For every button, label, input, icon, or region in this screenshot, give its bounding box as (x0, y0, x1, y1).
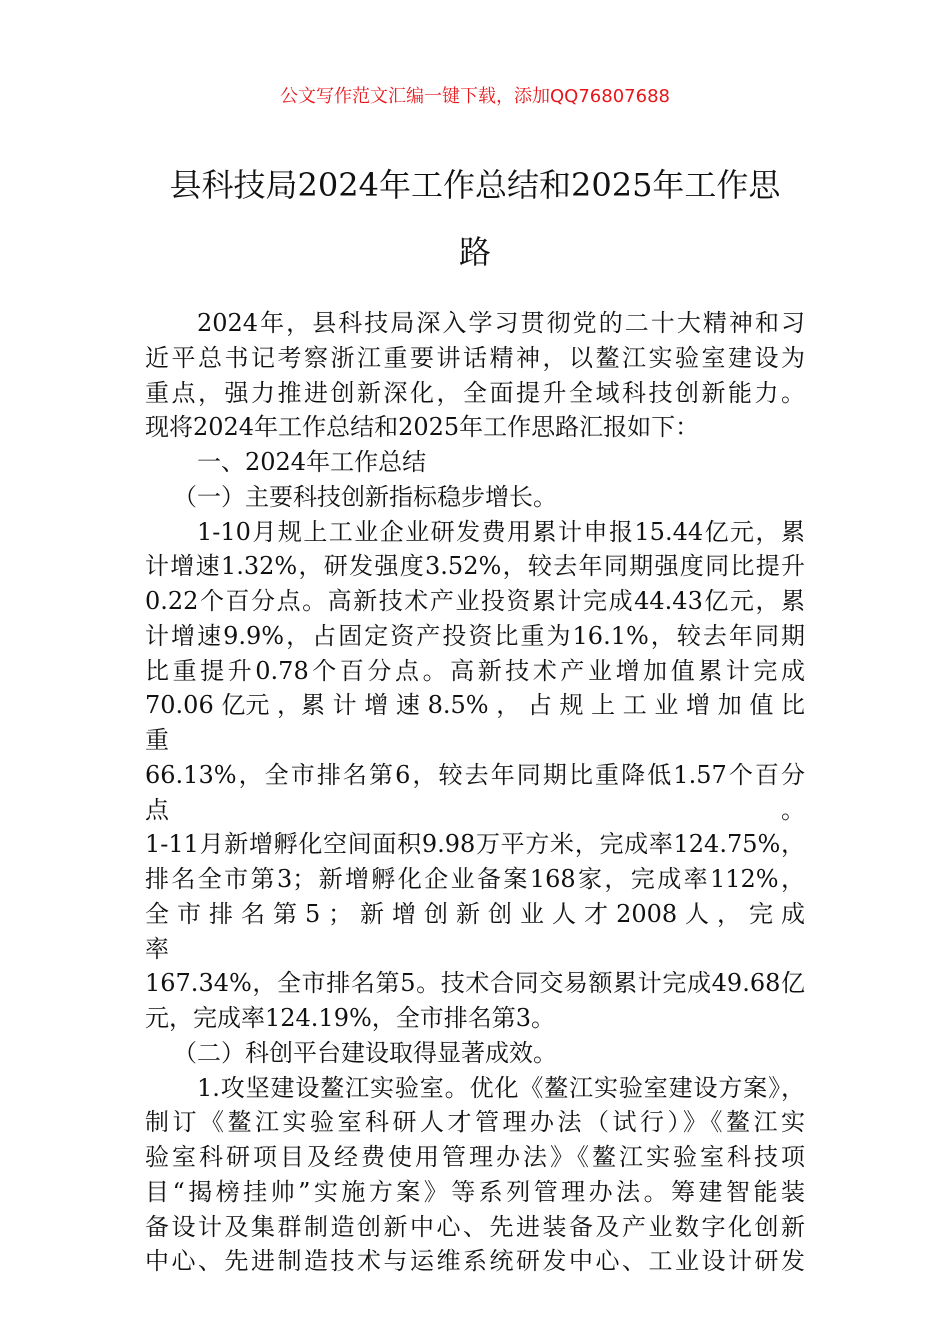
text-line: 2024年，县科技局深入学习贯彻党的二十大精神和习 (197, 309, 805, 337)
text-line: 元，完成率124.19%，全市排名第3。 (145, 1004, 556, 1032)
text-line: 70.06 亿元 ，累 计 增 速 8.5% ， 占 规 上 工 业 增 加 值 比 重 (145, 691, 805, 754)
text-line: 目“揭榜挂帅”实施方案》等系列管理办法。筹建智能装 (145, 1177, 805, 1206)
text-line: 1-10月规上工业企业研发费用累计申报15.44亿元，累 (197, 517, 805, 546)
text-line: 计增速1.32%，研发强度3.52%，较去年同期强度同比提升 (145, 552, 805, 581)
text-line: 制订《鳌江实验室科研人才管理办法（试行）》《鳌江实 (145, 1108, 805, 1137)
text-line: 0.22个百分点。高新技术产业投资累计完成44.43亿元，累 (145, 587, 805, 615)
text-line: 比重提升0.78个百分点。高新技术产业增加值累计完成 (145, 656, 805, 685)
document-body (145, 306, 805, 1279)
title-line-2: 路 (458, 233, 491, 271)
text-line: 中心、先进制造技术与运维系统研发中心、工业设计研发 (145, 1247, 805, 1276)
text-line: 备设计及集群制造创新中心、先进装备及产业数字化创新 (145, 1212, 805, 1241)
text-line: （二）科创平台建设取得显著成效。 (173, 1038, 557, 1067)
text-line: 1.攻坚建设鳌江实验室。优化《鳌江实验室建设方案》， (197, 1073, 805, 1102)
text-line: 现将2024年工作总结和2025年工作思路汇报如下： (145, 413, 700, 442)
text-line: 一、2024年工作总结 (197, 448, 427, 476)
text-line: 排名全市第3；新增孵化企业备案168家，完成率112%， (145, 865, 805, 893)
text-line: 1-11月新增孵化空间面积9.98万平方米，完成率124.75%， (145, 830, 805, 859)
document-title (95, 152, 855, 286)
text-line: 重点，强力推进创新深化，全面提升全域科技创新能力。 (145, 378, 805, 407)
text-line: 全 市 排 名 第 5 ； 新 增 创 新 创 业 人 才 2008 人 ， 完 成 率 (145, 899, 805, 963)
text-line: 计增速9.9%，占固定资产投资比重为16.1%，较去年同期 (145, 621, 805, 650)
text-line: 167.34%，全市排名第5。技术合同交易额累计完成49.68亿 (145, 969, 805, 998)
title-line-1: 县科技局2024年工作总结和2025年工作思 (169, 166, 781, 204)
download-banner: 公文写作范文汇编一键下载，添加QQ76807688 (280, 86, 670, 107)
text-line: 近平总书记考察浙江重要讲话精神，以鳌江实验室建设为 (145, 343, 805, 372)
text-line: （一）主要科技创新指标稳步增长。 (173, 482, 557, 511)
text-line: 66.13%，全市排名第6，较去年同期比重降低1.57个百分点。 (145, 760, 805, 824)
text-line: 验室科研项目及经费使用管理办法》《鳌江实验室科技项 (145, 1143, 805, 1171)
